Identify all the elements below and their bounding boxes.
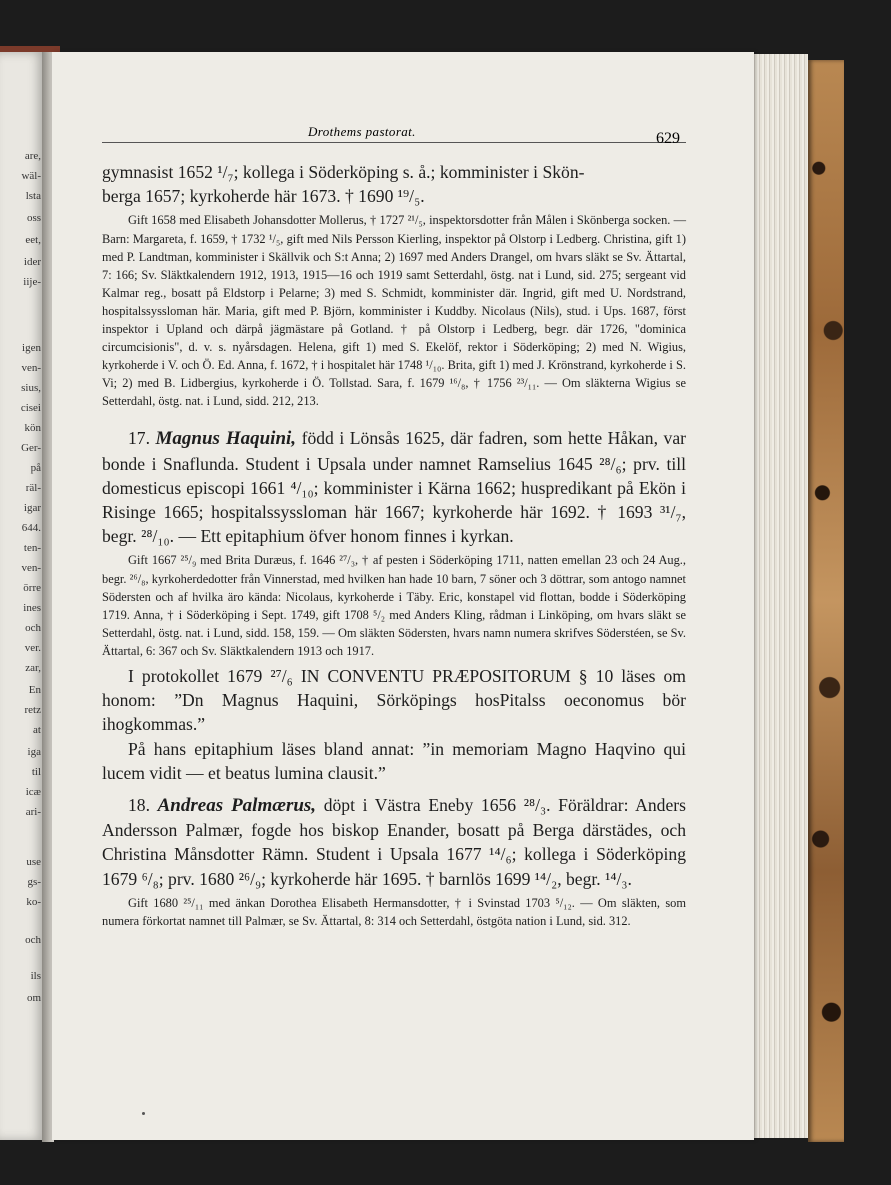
left-margin-fragment: ider	[23, 256, 41, 268]
page-body	[102, 160, 686, 930]
entry17-name: Magnus Haquini,	[155, 428, 297, 450]
entry18-name: Andreas Palmærus,	[157, 795, 317, 817]
left-margin-fragment: oss	[26, 212, 41, 224]
entry17-paragraph	[102, 426, 686, 548]
book-page	[52, 52, 754, 1140]
entry18-number: 18.	[128, 795, 150, 816]
left-margin-fragment: iga	[27, 746, 41, 758]
entry17-notes: Gift 1667 ²⁵/₉ med Brita Duræus, f. 1646 ²⁷/₃, † af pesten i Söderköping 1711, natten emellan 23 och 24 Aug., begr. ²⁶/₈, kyrkoherdedotter från Vinnerstad, med hvilken han hade 10 barn, 7 söner och 3 döttrar, som antogo namnet Södersten och af hvilka äro kända: Nicolaus, kyrkoherde i Täby. Eric, konstapel vid flottan, bodde i Söderköping 1719. Anna, † i Söderköping i Sept. 1749, gift 1708 ⁵/₂ med Anders Kling, rådman i Linköping, om hvars släkt se Setterdahl, östg. nat. i Lund, sidd. 158, 159. — Om släkten Södersten, hvars namn numera skrifves Söderstéen, se Sv. Ättartal, 6: 367 och Sv. Släktkalendern 1913 och 1917.	[102, 553, 686, 658]
left-margin-fragment: zar,	[25, 662, 41, 674]
left-margin-fragment: kön	[24, 422, 41, 434]
left-margin-fragment: lsta	[25, 190, 41, 202]
entry17-protokoll: I protokollet 1679 ²⁷/₆ IN CONVENTU PRÆPOSITORUM § 10 läses om honom: ”Dn Magnus Haquini, Sörköpings hosPitalss oeconomus bör ihogkommas.”	[102, 666, 686, 735]
left-margin-fragment: och	[25, 934, 41, 946]
left-margin-fragment: sius,	[21, 382, 41, 394]
entry16-line2: berga 1657; kyrkoherde här 1673. † 1690 ¹⁹/₅.	[102, 186, 425, 207]
left-margin-fragment: igen	[22, 342, 41, 354]
left-margin-fragment: ari-	[25, 806, 41, 818]
left-margin-fragment: iije-	[23, 276, 41, 288]
left-margin-fragment: En	[28, 684, 41, 696]
page-stack-edge	[752, 54, 808, 1138]
left-margin-fragment: ver.	[24, 642, 41, 654]
left-margin-fragment: och	[25, 622, 41, 634]
left-margin-fragment: gs-	[27, 876, 41, 888]
ink-dot	[142, 1112, 145, 1115]
left-margin-fragment: ten-	[23, 542, 41, 554]
left-margin-fragment: wäl-	[21, 170, 41, 182]
left-margin-fragment: cisei	[20, 402, 41, 414]
marbled-cover-edge	[808, 60, 844, 1142]
left-margin-fragment: 644.	[21, 522, 41, 534]
left-margin-fragment: use	[26, 856, 41, 868]
entry16-line1: gymnasist 1652 ¹/₇; kollega i Söderköping s. å.; komminister i Skön-	[102, 162, 585, 182]
entry18-paragraph	[102, 793, 686, 891]
left-margin-fragment: eet,	[25, 234, 41, 246]
left-margin-fragment: ines	[23, 602, 41, 614]
left-margin-fragment: ils	[30, 970, 41, 982]
left-margin-fragment: Ger-	[21, 442, 41, 454]
entry18-text: döpt i Västra Eneby 1656 ²⁸/₃. Föräldrar: Anders Andersson Palmær, fogde hos biskop Enander, bosatt på Berga därstädes, och Christina Månsdotter Rämn. Student i Upsala 1677 ¹⁴/₆; kollega i Söderköping 1679 ⁶/₈; prv. 1680 ²⁶/₉; kyrkoherde här 1695. † barnlös 1699 ¹⁴/₂, begr. ¹⁴/₃.	[102, 795, 686, 889]
left-margin-fragment: til	[31, 766, 41, 778]
entry17-number: 17.	[128, 428, 150, 449]
left-margin-fragment: retz	[24, 704, 41, 716]
left-margin-fragment: ko-	[26, 896, 41, 908]
left-margin-fragment: om	[26, 992, 41, 1004]
left-margin-fragment: igar	[23, 502, 41, 514]
left-margin-fragment: örre	[23, 582, 41, 594]
left-margin-fragment: ven-	[21, 362, 41, 374]
left-margin-fragment: räl-	[25, 482, 41, 494]
entry18-notes: Gift 1680 ²⁵/₁₁ med änkan Dorothea Elisabeth Hermansdotter, † i Svinstad 1703 ⁵/₁₂. — Om släkten, som numera förkortat namnet till Palmær, se Sv. Ättartal, 8: 314 och Setterdahl, östgöta nation i Lund, sid. 312.	[102, 895, 686, 928]
left-margin-fragment: icæ	[25, 786, 41, 798]
running-head	[102, 122, 686, 147]
entry17-epitaph: På hans epitaphium läses bland annat: ”in memoriam Magno Haqvino qui lucem vidit — et beatus lumina clausit.”	[102, 738, 686, 783]
left-margin-fragment: are,	[24, 150, 41, 162]
left-page-fragment	[0, 52, 44, 1140]
left-margin-fragment: at	[33, 724, 41, 736]
page-number: 629	[656, 130, 680, 147]
running-title: Drothems pastorat.	[308, 124, 416, 139]
left-margin-fragment: ven-	[21, 562, 41, 574]
left-margin-fragment: på	[30, 462, 41, 474]
entry16-notes: Gift 1658 med Elisabeth Johansdotter Mollerus, † 1727 ²¹/₅, inspektorsdotter från Målen i Skönberga socken. — Barn: Margareta, f. 1659, † 1732 ¹/₅, gift med Nils Persson Kierling, inspektor på Olstorp i Ledberg. Christina, gift 1) med P. Landtman, komminister i Skällvik och S:t Anna; 2) 1697 med Anders Drangel, om hvars släkt se Sv. Ättartal, 7: 166; Sv. Släktkalendern 1912, 1913, 1915—16 och 1919 samt Setterdahl, östg. nat i Lund, sid. 275; sergeant vid Kalmar reg., bosatt på Eldstorp i Pelarne; 3) med S. Schmidt, komminister där. Ingrid, gift med U. Nordstrand, hospitalssyssloman här. Maria, gift med P. Björn, komminister i Kuddby. Nicolaus (Nils), stud. i Ups. 1687, först inspektor i Upland och därpå jägmästare på Gotland. † på Olstorp i Ledberg, begr. där 1726, "dominica circumcisionis", d. v. s. nyårsdagen. Helena, gift 1) med S. Ekelöf, rektor i Söderköping; 2) med N. Wigius, kyrkoherde i V. och Ö. Ed. Anna, f. 1672, † i hospitalet här 1748 ¹/₁₀. Brita, gift 1) med J. Krönstrand, kyrkoherde i S. Vi; 2) med B. Lidbergius, kyrkoherde i Ö. Tollstad. Sara, f. 1679 ¹⁶/₈, † 1756 ²³/₁₁. — Om släkterna Wigius se Setterdahl, östg. nat. i Lund, sidd. 212, 213.	[102, 213, 686, 409]
entry17-text: född i Lönsås 1625, där fadren, som hette Håkan, var bonde i Snaflunda. Student i Upsala under namnet Ramselius 1645 ²⁸/₆; prv. till domesticus episcopi 1661 ⁴/₁₀; komminister i Kärna 1662; huspredikant på Ekön i Risinge 1665; hospitalssyssloman här 1667; kyrkoherde här 1692. † 1693 ³¹/₇, begr. ²⁸/₁₀. — Ett epitaphium öfver honom finnes i kyrkan.	[102, 428, 686, 547]
